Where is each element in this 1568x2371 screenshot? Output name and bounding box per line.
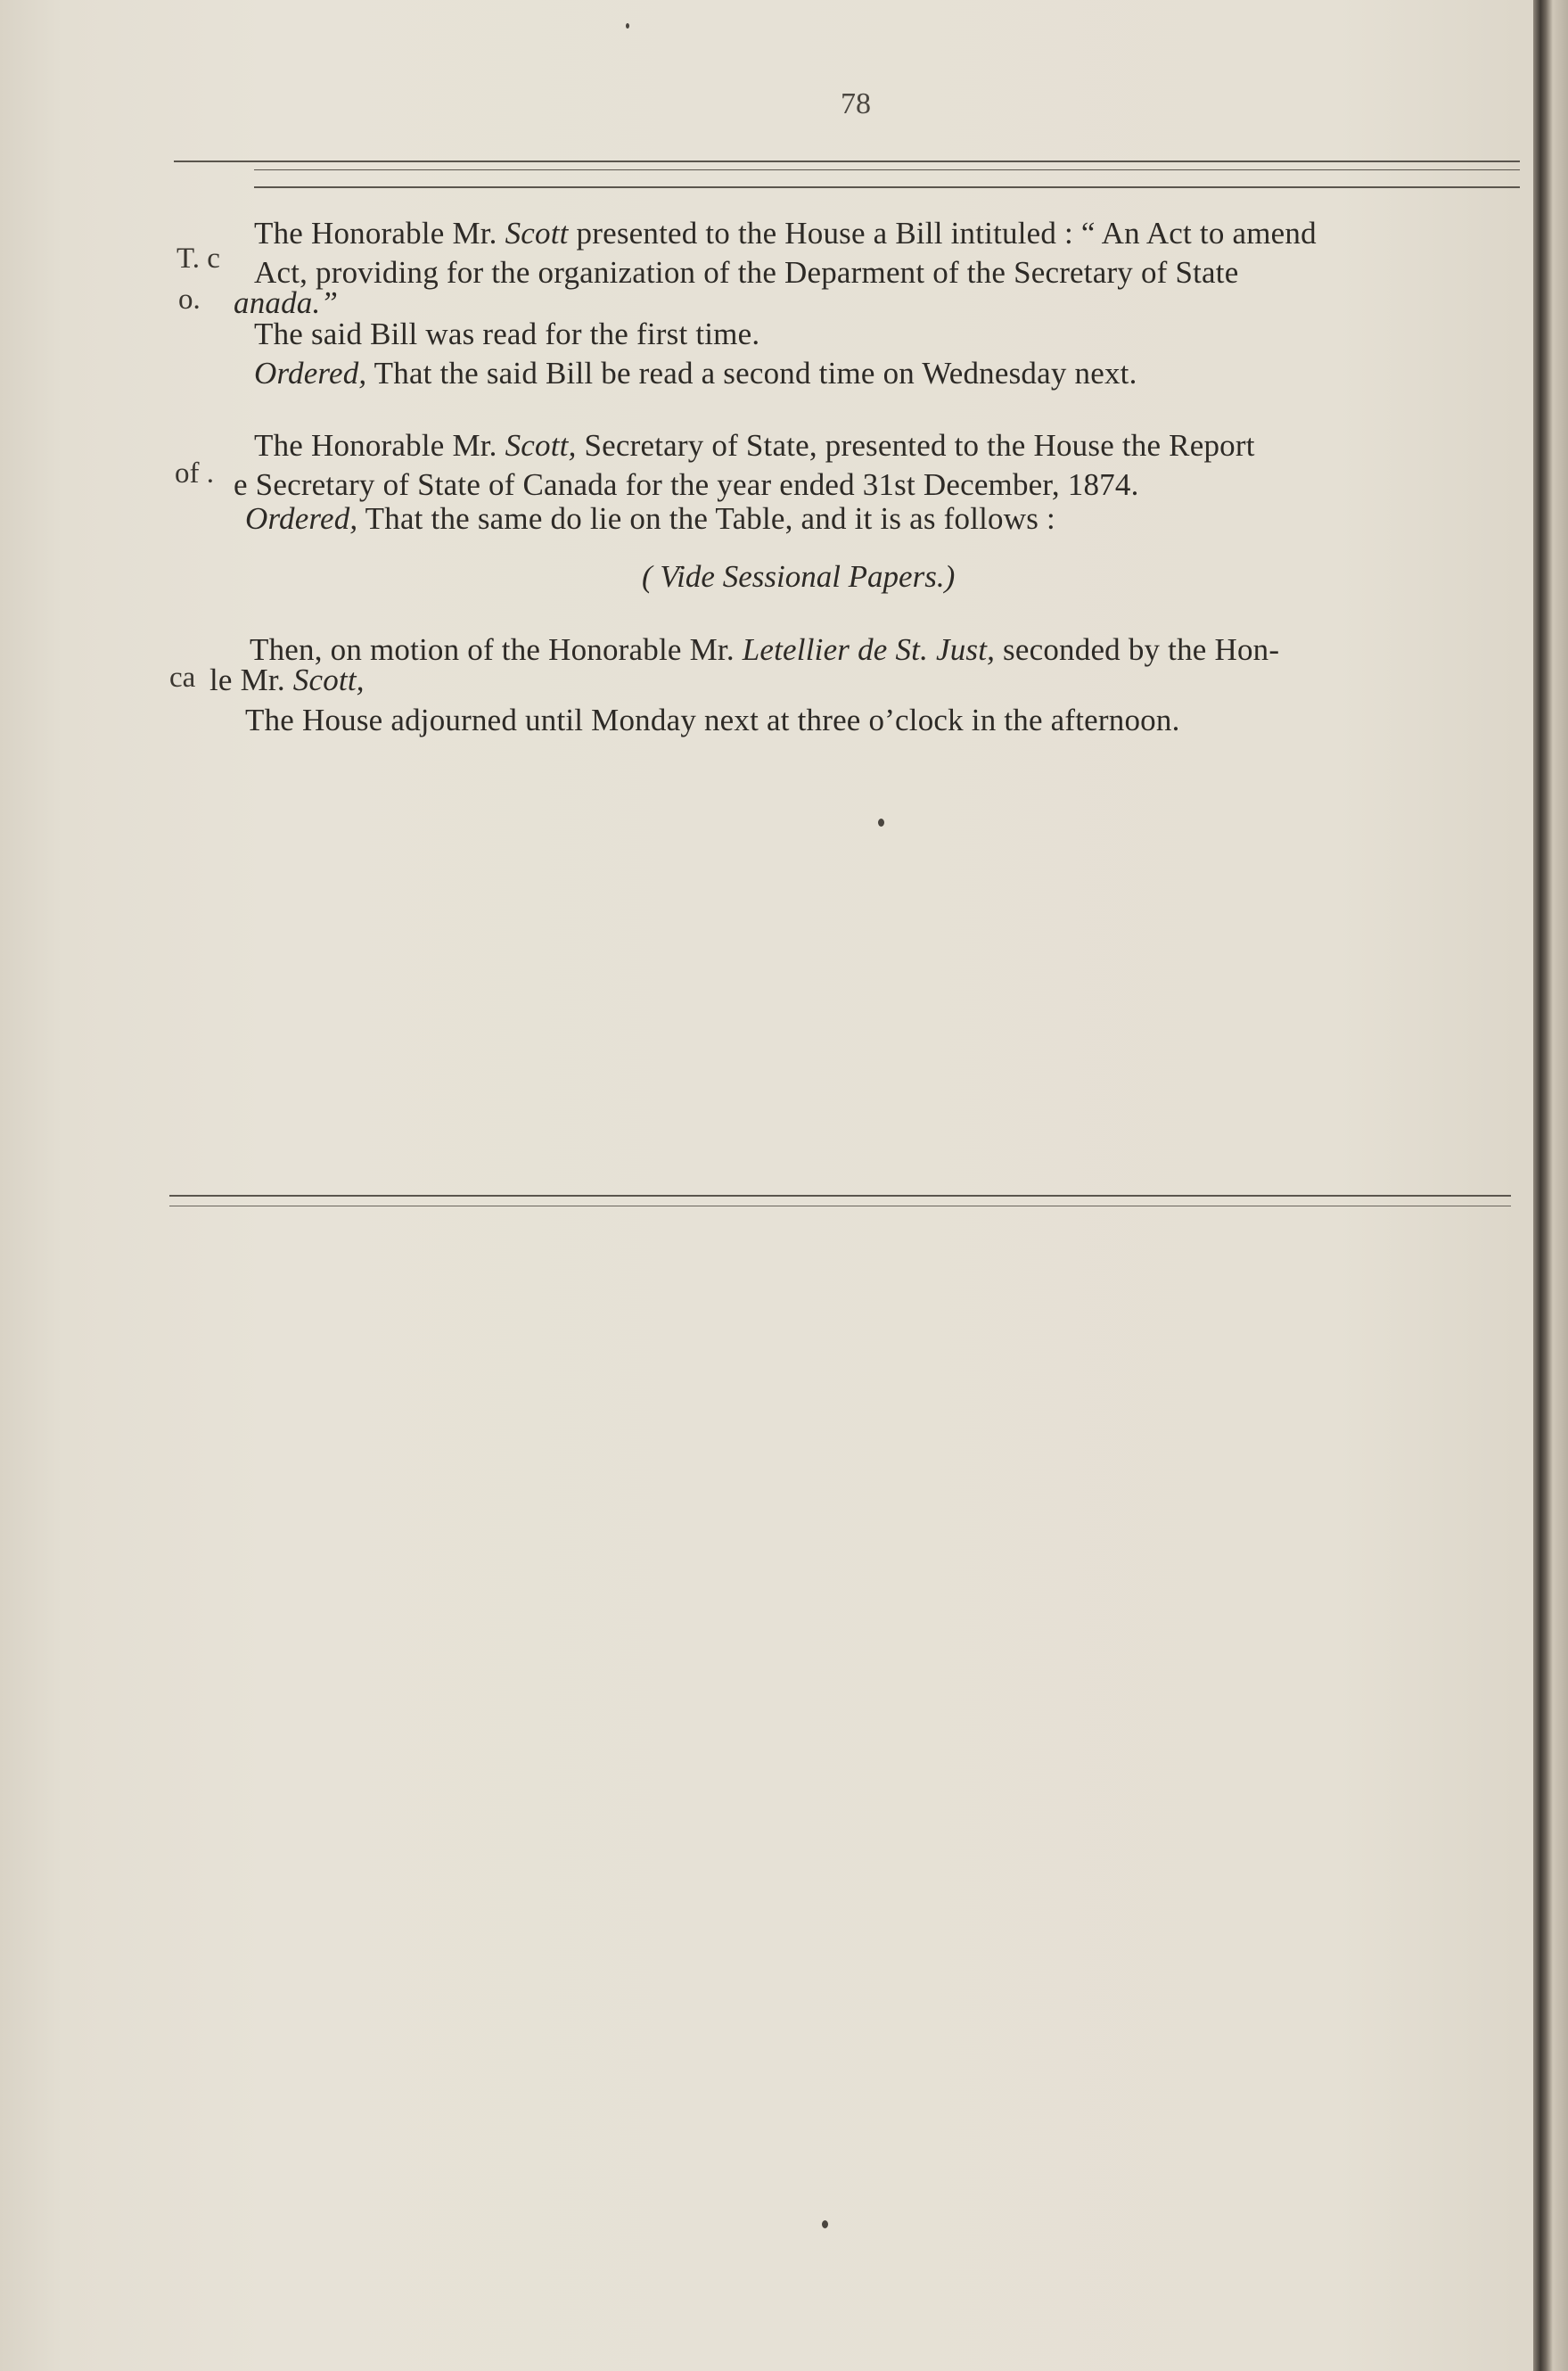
paragraph-line: e Secretary of State of Canada for the year ended 31st December, 1874. [234,467,1139,502]
margin-fragment: T. c [177,243,220,275]
paragraph-line: Ordered, That the said Bill be read a second time on Wednesday next. [254,356,1137,391]
paragraph-line: le Mr. Scott, [209,663,365,697]
vide-reference: ( Vide Sessional Papers.) [642,559,956,594]
paragraph-line: Ordered, That the same do lie on the Table, and it is as follows : [245,501,1055,536]
header-rule-thin [254,169,1520,170]
ink-speck [626,23,629,29]
ink-speck [878,819,884,827]
paragraph-line: Then, on motion of the Honorable Mr. Letellier de St. Just, seconded by the Hon- [250,632,1280,667]
paragraph-line: The Honorable Mr. Scott presented to the House a Bill intituled : “ An Act to amend [254,216,1317,251]
margin-fragment: o. [178,284,201,316]
margin-fragment: of . [175,457,214,490]
paragraph-line: The House adjourned until Monday next at three o’clock in the afternoon. [245,703,1180,737]
margin-fragment: ca [169,662,196,694]
book-spine-shadow [1533,0,1568,2371]
paragraph-line: anada.” [234,285,339,320]
ink-speck [822,2220,828,2228]
header-rule-lower [254,186,1520,188]
footer-rule [169,1195,1511,1197]
paragraph-line: The Honorable Mr. Scott, Secretary of State, presented to the House the Report [254,428,1255,463]
paragraph-line: Act, providing for the organization of the Deparment of the Secretary of State [254,255,1239,290]
paragraph-line: The said Bill was read for the first time. [254,317,760,351]
header-rule [174,161,1520,162]
page-number: 78 [841,87,871,120]
